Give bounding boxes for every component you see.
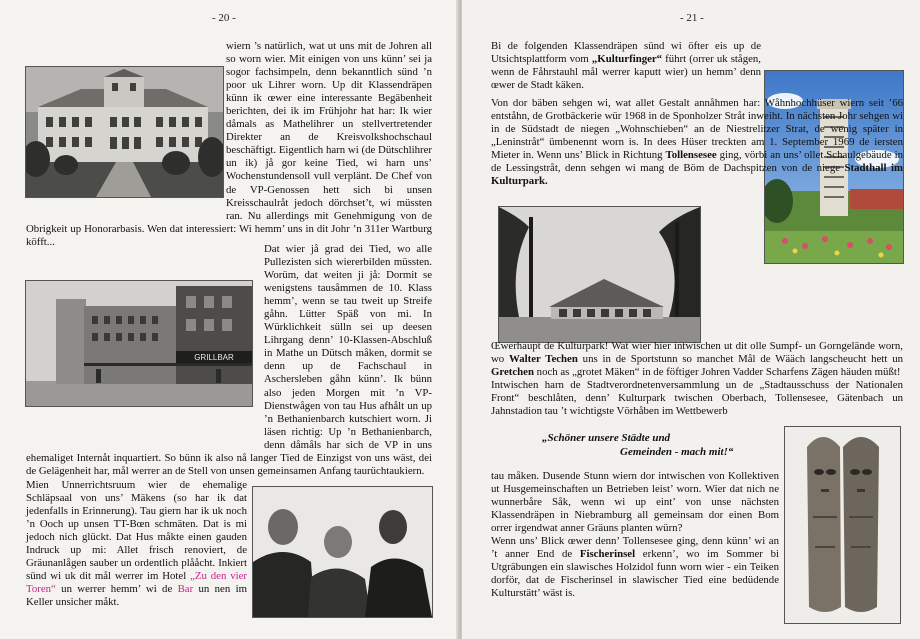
right-text-block-4 (491, 470, 779, 630)
right-text-block-2 (491, 97, 903, 207)
people-illustration (253, 487, 432, 617)
right-paragraph-2-text: Von dor bäben sehgen wi, wat allet Gestalt annåhmen har: Wåhnhochhüser wiern seit ’66 entståhn, de Grotbäckerie wür 1968 in de Sponholzer Stråt inweiht. In nächsten Johr sehgen wi in de Südstadt de niegen „Wohnschieben“ an de Niestrelitzer Strat, de wenig später in „Leninstråt“ ümbenennt worn is. In dees Hüser treckten am 1. September 1969 de iersten Mieter in. Wenn uns’ Blick in Richtung (491, 97, 903, 162)
page-number-right: - 21 - (680, 12, 704, 24)
right-paragraph-3-mid: uns in de Sportstunn so manchet Mål de Wääch langscheucht hett un (577, 353, 903, 366)
right-paragraph-4: Intwischen harn de Stadtverordnetenversammlung un de „Stadtausschuss der Nationalen Front“ beschlåten, denn’ Kulturpark twischen Oberbach, Tollensesee, Gätenbach un Jahnstadion tau ’t wichtigste Vörhåben im Wettbewerb (491, 379, 903, 418)
left-text-block-3 (26, 479, 247, 624)
hotel-name: „Zu den vier Toren“ (26, 570, 247, 596)
kulturfinger-name: „Kulturfinger“ (591, 53, 663, 66)
left-paragraph-1: wiern ’s natürlich, wat ut uns mit de Johren all so worn wier. Mit einigen von uns künn’ sei ja sogor fachsimpeln, denn bekanntlich sünd ’n poor uk Lihrer worn. Up dit Klassendräpen künn ik œwer eine interessante Begäbenheit berichten, dei ik im Frühjohr hat har: Ik wier dåmals as Mathelihrer un stellvertretender Direkter an de Kreisvolkshochschaul beschäftigt. Eigentlich harn wi (de Dütschlihrer un ik) jå gor keine Tied, wi harn uns’ Wochenstundensoll vull verplänt. De Chef von de VP-Genossen hett sich bi unsen Kreisschaulråt jedoch dörchset’t, wi müssten ran. Nu allerdings mit Genehmigung von de Obrigkeit up Honorarbasis. Wen dat interessiert: Wi hemm’ uns in dit Johr ’n 311er Wartburg köfft... (26, 40, 432, 248)
right-paragraph-6 (491, 535, 779, 600)
left-text-block-1 (26, 40, 432, 246)
slogan (512, 431, 782, 459)
grillbar-sign-text: GRILLBAR (194, 353, 234, 362)
right-paragraph-5: tau måken. Dusende Stunn wiern dor intwischen von Kollektiven ut Husgemeinschaften un Betrieben leist’ worn. Wier dat nich ne wunnerbåre Såk, wenn wi up eint’ von unse nächsten Klassendräpen in Niebramburg all gemeinsam dor einen Bom orrer irgendwat anner Gräuns planten würn? (491, 470, 779, 535)
right-paragraph-1-start: Bi de folgenden Klassendräpen sünd wi öfter eis up de Utsichtsplattform vom (491, 40, 761, 66)
gretchen-name: Gretchen (491, 366, 534, 379)
right-paragraph-3-end: noch as „grotet Mäken“ in de föftiger Johren Vadder Scharfens Zägen häuden müßt! (533, 366, 901, 379)
right-text-block-3 (491, 340, 903, 420)
people-photo (252, 486, 433, 618)
right-paragraph-2 (491, 97, 903, 188)
right-paragraph-3 (491, 340, 903, 379)
right-page (462, 0, 920, 639)
slavic-idol-photo (784, 426, 901, 624)
left-paragraph-3-end: un nen im Keller unsicher måkt. (26, 583, 247, 609)
stadthalle-photo (498, 206, 701, 343)
tollensesee-name: Tollensesee (665, 149, 717, 162)
slogan-line-1: „Schöner unsere Städte und (542, 432, 671, 444)
left-paragraph-3-mid: un werrer hemm’ wi de (55, 583, 178, 596)
page-number-left: - 20 - (212, 12, 236, 24)
fischerinsel-name: Fischerinsel (579, 548, 636, 561)
left-paragraph-3: Mien Unnerrichtsruum wier de ehemalige Schläpsaal von uns’ Mäkens (so har ik dat jedenfalls in Erinnerung). Tau giern har ik uk noch ’n Ooch up unsen TT-Bœn schmäten. Dat is mi jedoch nich glückt. Dat Hus måkte einen gauden Indruck up mi: Allet frisch renoviert, de Gräunanlågen sauber un ordentlich plååcht. Inkiert sünd wi uk dit mål werrer im Hotel (26, 479, 247, 583)
walter-techen-name: Walter Techen (509, 353, 578, 366)
slogan-line-2: Gemeinden - mach mit!“ (620, 446, 734, 458)
right-paragraph-6-end: erkenn’, wo im Sommer bi Utgräbungen ein slawisches Holzidol funn worn wier - ein Teiken dorför, dat de Fischerinsel in slawischer Tied eine bedüdende Kulturstätt’ wäst is. (491, 548, 779, 600)
left-paragraph-2: Dat wier jå grad dei Tied, wo alle Pullezisten sich wiererbilden müssten. Worüm, dat weiten ji jå: Dormit se wenigstens tausåmmen de 10. Klass hemm’, wenn se tau tweit up Streife gåhn. Lütter Späß von mi. In Würklichkeit sülln sei up deesen Lihrgang denn’ 10-Klassen-Abschluß in Mathe un Dütsch måken, dormit se denn up de Fachschaul in Aschersleben gåhn künn’. Ik bünn also jeden Morgen mit ’n VP-Dienstwågen von tau Hus afhålt un up ’n Bethanienbarch kutschiert worn. Ji läsen richtig: Up ’n Bethanienbarch, denn dåmåls har sich de VP in uns ehemaliget Internåt inquartiert. So bünn ik also nå langer Tied de Einzigst von uns wäst, dei de Gelägenheit har, mål werrer an de Stell von unsen gemeinsamen Anfang taurüchtaukiern. (26, 243, 432, 477)
right-paragraph-3-start: Œwerhaupt de Kulturpark! Wat wier hier intwischen ut dit olle Sumpf- un Gorngelände worn, wo (491, 340, 903, 366)
stadthalle-illustration (499, 207, 700, 342)
right-paragraph-1-end: führt (orrer uk stågen, wenn de Fåhrstauhl mål werrer kaputt wier) un hemm’ denn œwer de Stadt käken. (491, 53, 761, 92)
bar-link: Bar (177, 583, 194, 596)
left-page (0, 0, 458, 639)
stadthall-name: Stadthall im Kulturpark. (491, 162, 903, 188)
right-paragraph-6-start: Wenn uns’ Blick œwer denn’ Tollensesee ging, denn künn’ wi an ’t anner End de (491, 535, 779, 561)
idol-illustration (785, 427, 900, 623)
right-paragraph-2-mid: ging, vörbi an uns’ ollet Schaulgebäude in de Lessingstråt, denn sehgen wi mang de Böm de Dachspitzen von de niege (491, 149, 903, 175)
left-text-block-2 (26, 243, 432, 479)
